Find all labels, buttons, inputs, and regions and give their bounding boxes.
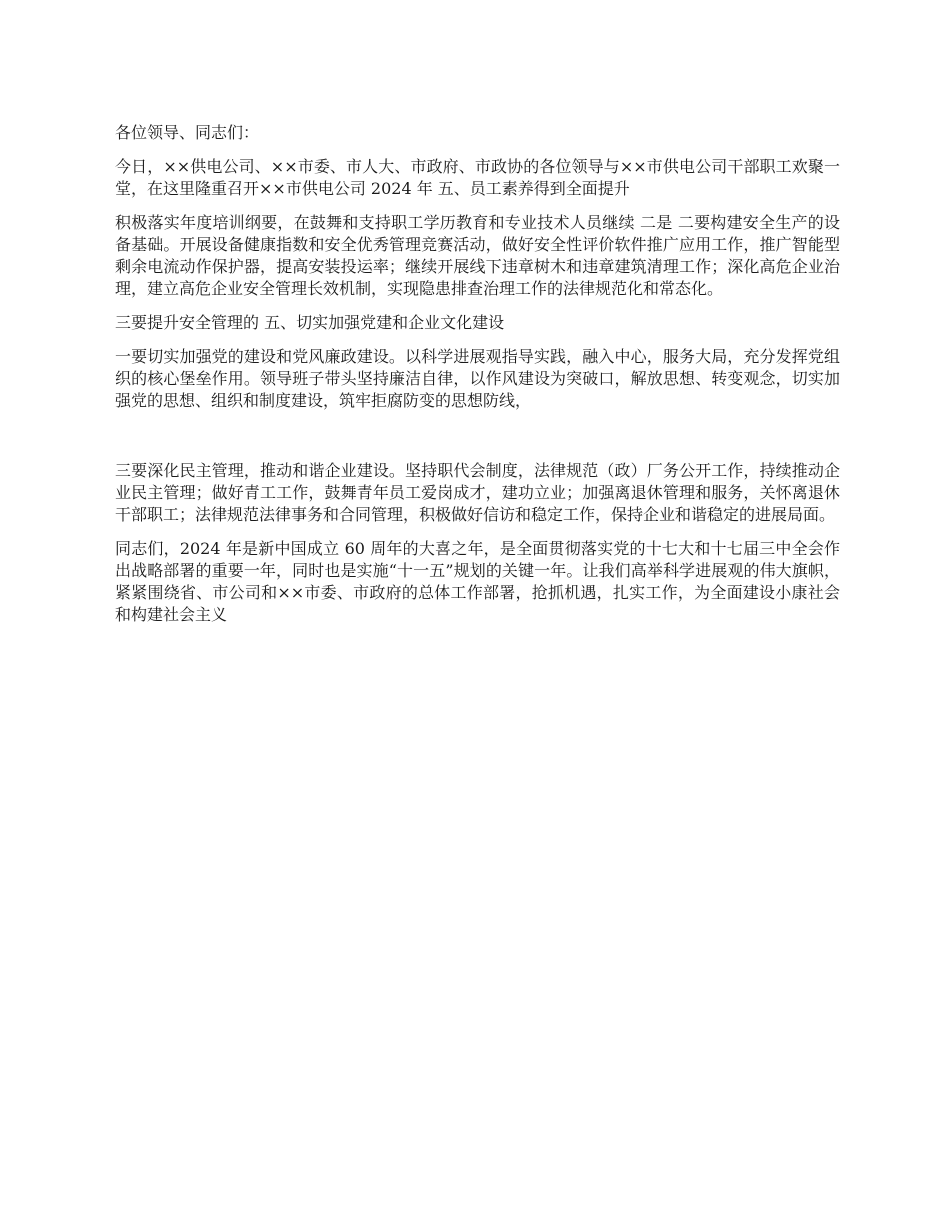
paragraph-opening: 今日，××供电公司、××市委、市人大、市政府、市政协的各位领导与××市供电公司干部职工欢聚一堂，在这里隆重召开××市供电公司 2024 年 五、员工素养得到全面提升 <box>115 157 840 198</box>
paragraph-section-heading: 三要提升安全管理的 五、切实加强党建和企业文化建设 <box>115 313 505 332</box>
paragraph-party-building: 一要切实加强党的建设和党风廉政建设。以科学进展观指导实践，融入中心，服务大局，充分发挥党组织的核心堡垒作用。领导班子带头坚持廉洁自律，以作风建设为突破口，解放思想、转变观念，切实加强党的思想、组织和制度建设，筑牢拒腐防变的思想防线， <box>115 347 840 410</box>
paragraph-closing: 同志们，2024 年是新中国成立 60 周年的大喜之年，是全面贯彻落实党的十七大和十七届三中全会作出战略部署的重要一年，同时也是实施“十一五”规划的关键一年。让我们高举科学进展观的伟大旗帜，紧紧围绕省、市公司和××市委、市政府的总体工作部署，抢抓机遇，扎实工作，为全面建设小康社会和构建社会主义 <box>115 539 840 624</box>
paragraph-safety-equipment: 积极落实年度培训纲要，在鼓舞和支持职工学历教育和专业技术人员继续 二是 二要构建安全生产的设备基础。开展设备健康指数和安全优秀管理竞赛活动，做好安全性评价软件推广应用工作，推广智能型剩余电流动作保护器，提高安装投运率；继续开展线下违章树木和违章建筑清理工作；深化高危企业治理，建立高危企业安全管理长效机制，实现隐患排查治理工作的法律规范化和常态化。 <box>115 213 840 298</box>
salutation: 各位领导、同志们： <box>115 123 260 142</box>
paragraph-gap <box>115 424 840 460</box>
document-body <box>115 122 840 638</box>
paragraph-democratic-management: 三要深化民主管理，推动和谐企业建设。坚持职代会制度，法律规范（政）厂务公开工作，持续推动企业民主管理；做好青工工作，鼓舞青年员工爱岗成才，建功立业；加强离退休管理和服务，关怀离退休干部职工；法律规范法律事务和合同管理，积极做好信访和稳定工作，保持企业和谐稳定的进展局面。 <box>115 461 840 524</box>
